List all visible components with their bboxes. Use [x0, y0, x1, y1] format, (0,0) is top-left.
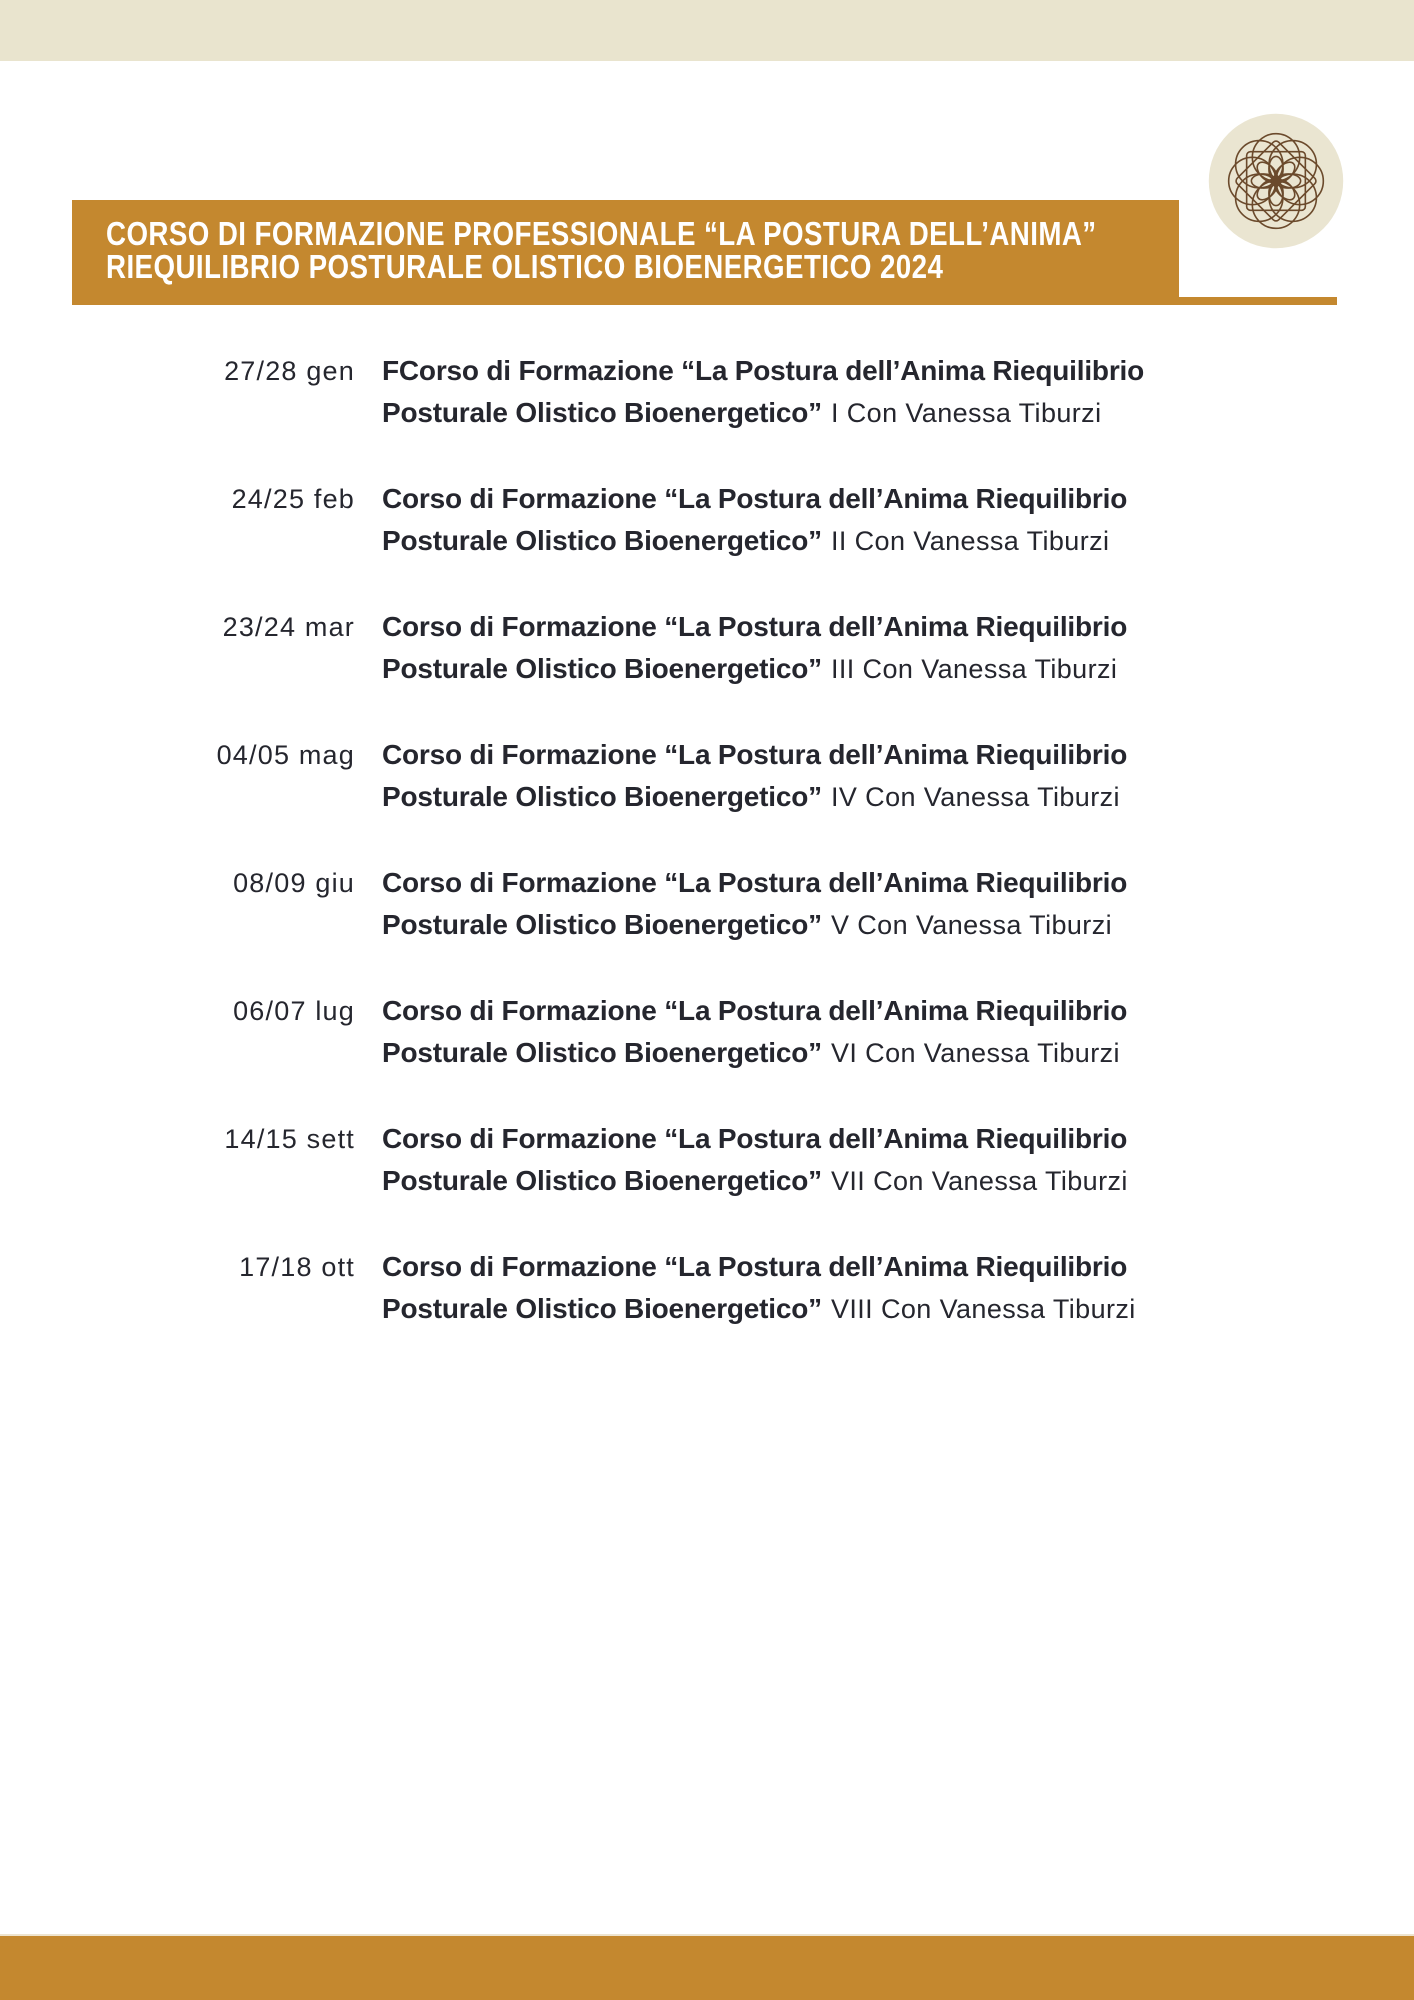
entry-title	[382, 350, 1282, 434]
entry-title	[382, 734, 1282, 818]
entry-title-line2-rest: V Con Vanessa Tiburzi	[830, 910, 1112, 940]
top-accent-bar	[0, 0, 1414, 61]
header-title-line1: CORSO DI FORMAZIONE PROFESSIONALE “LA POSTURA DELL’ANIMA”	[106, 215, 1097, 252]
entry-title-line2-bold: Posturale Olistico Bioenergetico”	[382, 909, 822, 940]
entry-title-line2-rest: I Con Vanessa Tiburzi	[830, 398, 1102, 428]
entry-title	[382, 1246, 1282, 1330]
entry-date: 06/07 lug	[233, 996, 355, 1026]
entry-title-line2-bold: Posturale Olistico Bioenergetico”	[382, 1037, 822, 1068]
entry-title	[382, 990, 1282, 1074]
bottom-accent-bar	[0, 1934, 1414, 2000]
schedule-entry	[0, 478, 1414, 562]
entry-date: 24/25 feb	[231, 484, 355, 514]
entry-title	[382, 862, 1282, 946]
entry-title-line2-rest: VIII Con Vanessa Tiburzi	[830, 1294, 1136, 1324]
schedule-entry	[0, 1246, 1414, 1330]
entry-title-line2-bold: Posturale Olistico Bioenergetico”	[382, 525, 822, 556]
course-schedule-list	[0, 350, 1414, 1374]
entry-title-line2-rest: VI Con Vanessa Tiburzi	[830, 1038, 1120, 1068]
entry-date: 17/18 ott	[239, 1252, 355, 1282]
entry-date: 08/09 giu	[233, 868, 355, 898]
entry-title-line1: Corso di Formazione “La Postura dell’Anima Riequilibrio	[382, 611, 1128, 642]
entry-title-line1: FCorso di Formazione “La Postura dell’Anima Riequilibrio	[382, 355, 1144, 386]
entry-title-line1: Corso di Formazione “La Postura dell’Anima Riequilibrio	[382, 867, 1128, 898]
entry-title-line2-bold: Posturale Olistico Bioenergetico”	[382, 653, 822, 684]
entry-title-line2-bold: Posturale Olistico Bioenergetico”	[382, 1293, 822, 1324]
entry-title-line1: Corso di Formazione “La Postura dell’Anima Riequilibrio	[382, 1123, 1128, 1154]
entry-date: 14/15 sett	[224, 1124, 355, 1154]
entry-title-line2-bold: Posturale Olistico Bioenergetico”	[382, 397, 822, 428]
schedule-entry	[0, 606, 1414, 690]
entry-title-line1: Corso di Formazione “La Postura dell’Anima Riequilibrio	[382, 739, 1128, 770]
entry-title	[382, 606, 1282, 690]
entry-title-line1: Corso di Formazione “La Postura dell’Anima Riequilibrio	[382, 483, 1128, 514]
entry-title-line1: Corso di Formazione “La Postura dell’Anima Riequilibrio	[382, 995, 1128, 1026]
header-banner	[72, 200, 1179, 305]
entry-title	[382, 1118, 1282, 1202]
entry-date: 27/28 gen	[224, 356, 355, 386]
schedule-entry	[0, 1118, 1414, 1202]
entry-title-line1: Corso di Formazione “La Postura dell’Anima Riequilibrio	[382, 1251, 1128, 1282]
entry-title	[382, 478, 1282, 562]
entry-title-line2-rest: III Con Vanessa Tiburzi	[830, 654, 1118, 684]
entry-title-line2-bold: Posturale Olistico Bioenergetico”	[382, 781, 822, 812]
header-underline-bar	[1179, 297, 1337, 305]
entry-title-line2-rest: II Con Vanessa Tiburzi	[830, 526, 1110, 556]
entry-title-line2-rest: VII Con Vanessa Tiburzi	[830, 1166, 1128, 1196]
header-title-line2: RIEQUILIBRIO POSTURALE OLISTICO BIOENERGETICO 2024	[106, 248, 944, 285]
schedule-entry	[0, 990, 1414, 1074]
flower-of-life-icon	[1205, 110, 1347, 252]
entry-date: 23/24 mar	[222, 612, 355, 642]
entry-title-line2-bold: Posturale Olistico Bioenergetico”	[382, 1165, 822, 1196]
schedule-entry	[0, 350, 1414, 434]
entry-date: 04/05 mag	[216, 740, 355, 770]
entry-title-line2-rest: IV Con Vanessa Tiburzi	[830, 782, 1120, 812]
schedule-entry	[0, 862, 1414, 946]
schedule-entry	[0, 734, 1414, 818]
